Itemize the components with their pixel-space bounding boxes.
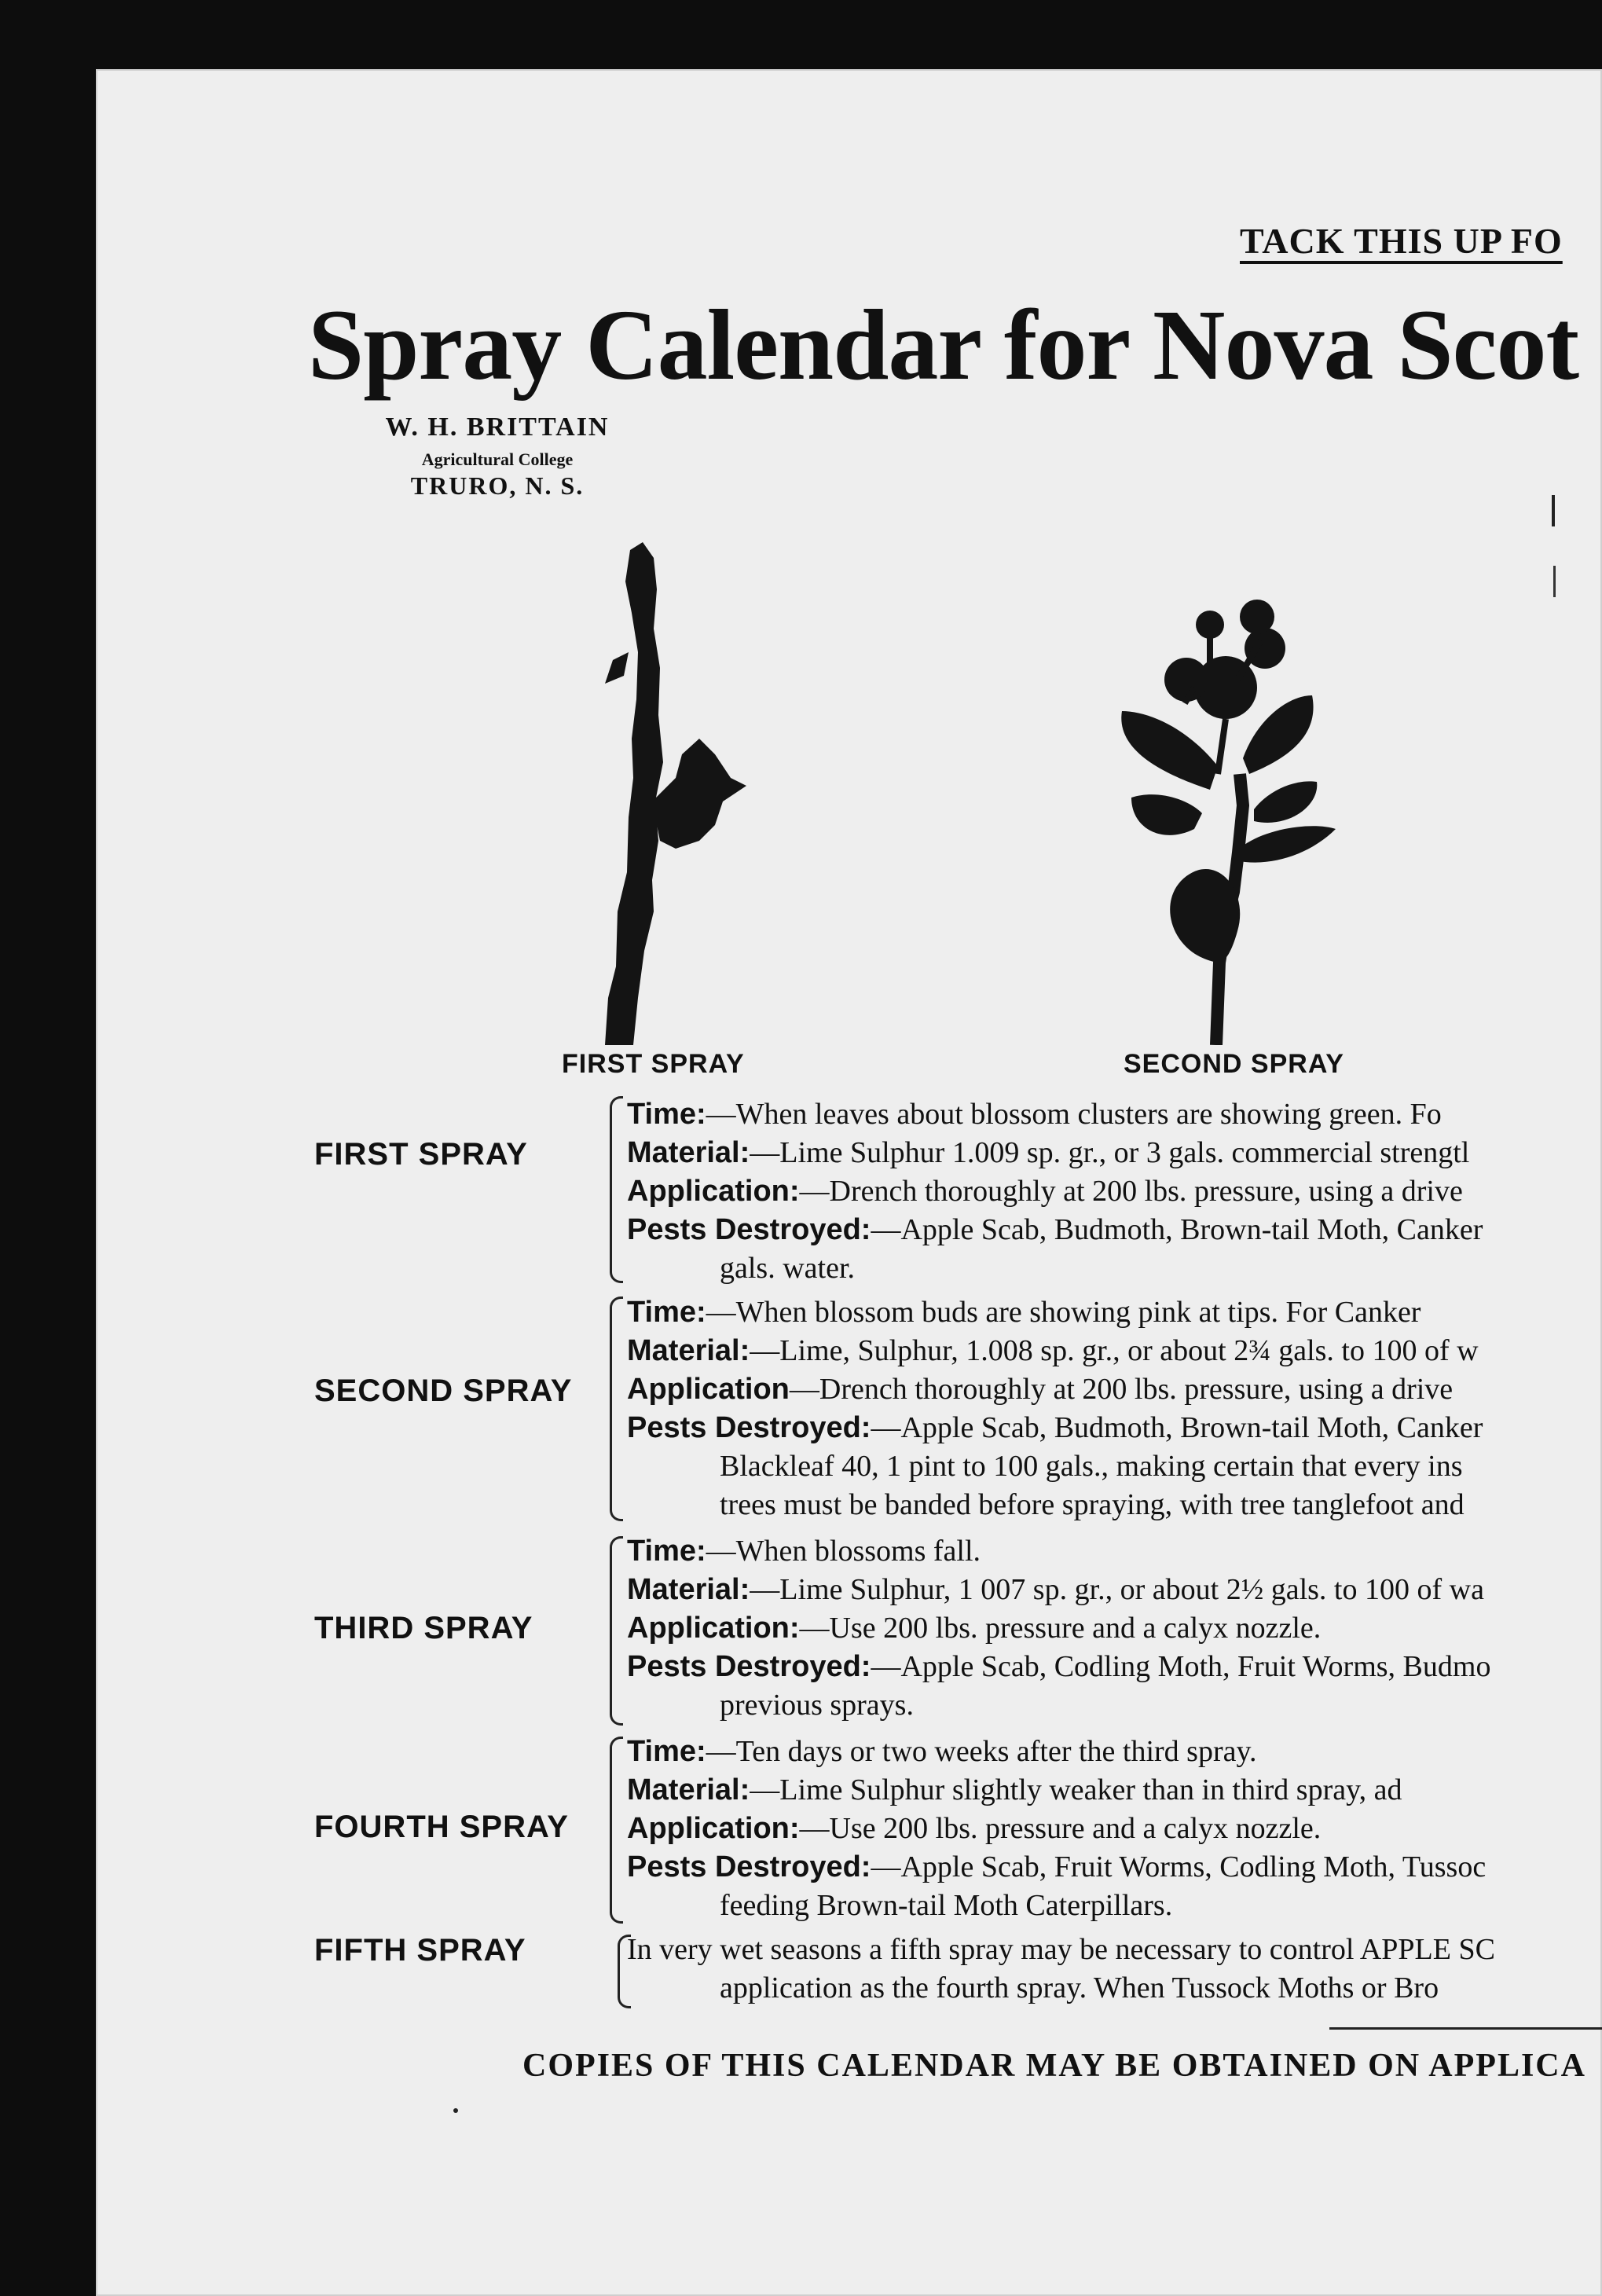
spray-label-second: SECOND SPRAY <box>314 1374 573 1408</box>
blossom-cluster-illustration <box>1100 593 1351 1045</box>
entry-line: Material:—Lime Sulphur slightly weaker than in third spray, ad <box>627 1773 1402 1806</box>
spray-entry-third <box>627 1532 1490 1725</box>
entry-line: Material:—Lime, Sulphur, 1.008 sp. gr., or about 2¾ gals. to 100 of w <box>627 1334 1479 1367</box>
edge-mark <box>1552 495 1555 526</box>
entry-line: Material:—Lime Sulphur, 1 007 sp. gr., or about 2½ gals. to 100 of wa <box>627 1573 1484 1606</box>
entry-line: Time:—Ten days or two weeks after the third spray. <box>627 1735 1257 1768</box>
speck <box>453 2108 458 2113</box>
entry-line: Material:—Lime Sulphur 1.009 sp. gr., or 3 gals. commercial strengtl <box>627 1136 1470 1169</box>
second-spray-caption: SECOND SPRAY <box>1124 1049 1344 1079</box>
bud-branch-illustration <box>581 542 817 1045</box>
brace <box>610 1096 623 1283</box>
author-institution: Agricultural College <box>421 449 574 469</box>
footer-rule <box>1329 2027 1602 2030</box>
first-spray-caption: FIRST SPRAY <box>562 1049 745 1079</box>
entry-line: Time:—When leaves about blossom clusters are showing green. Fo <box>627 1098 1442 1131</box>
entry-line: Pests Destroyed:—Apple Scab, Codling Moth, Fruit Worms, Budmo <box>627 1650 1491 1683</box>
spray-entry-first <box>627 1095 1483 1288</box>
brace <box>610 1297 623 1521</box>
entry-line: Pests Destroyed:—Apple Scab, Fruit Worms, Codling Moth, Tussoc <box>627 1850 1487 1883</box>
spray-entry-fifth <box>627 1931 1495 2008</box>
tack-notice: TACK THIS UP FO <box>1240 221 1563 261</box>
spray-label-fourth: FOURTH SPRAY <box>314 1810 569 1844</box>
spray-entry-second <box>627 1293 1483 1524</box>
edge-mark <box>1553 566 1556 597</box>
footer-notice: COPIES OF THIS CALENDAR MAY BE OBTAINED ON APPLICA <box>522 2048 1586 2084</box>
entry-line: Blackleaf 40, 1 pint to 100 gals., making certain that every ins <box>720 1450 1463 1483</box>
page-title: Spray Calendar for Nova Scot <box>308 289 1579 401</box>
spray-label-first: FIRST SPRAY <box>314 1137 528 1172</box>
spray-label-third: THIRD SPRAY <box>314 1611 533 1645</box>
entry-line: trees must be banded before spraying, with tree tanglefoot and <box>720 1488 1465 1521</box>
spray-label-fifth: FIFTH SPRAY <box>314 1933 526 1968</box>
entry-line: application as the fourth spray. When Tussock Moths or Bro <box>720 1971 1439 2004</box>
entry-line: Pests Destroyed:—Apple Scab, Budmoth, Brown-tail Moth, Canker <box>627 1411 1483 1444</box>
entry-line: previous sprays. <box>720 1689 914 1722</box>
brace <box>610 1536 623 1726</box>
entry-line: Application:—Use 200 lbs. pressure and a calyx nozzle. <box>627 1612 1322 1645</box>
spray-entry-fourth <box>627 1733 1486 1925</box>
brace <box>610 1737 623 1924</box>
entry-line: In very wet seasons a fifth spray may be necessary to control APPLE SC <box>627 1933 1495 1966</box>
author-name: W. H. BRITTAIN <box>385 413 610 442</box>
author-place: TRURO, N. S. <box>410 471 585 500</box>
entry-line: Pests Destroyed:—Apple Scab, Budmoth, Brown-tail Moth, Canker <box>627 1213 1483 1246</box>
entry-line: Application—Drench thoroughly at 200 lbs. pressure, using a drive <box>627 1373 1454 1406</box>
entry-line: Application:—Drench thoroughly at 200 lbs. pressure, using a drive <box>627 1175 1463 1208</box>
entry-line: feeding Brown-tail Moth Caterpillars. <box>720 1889 1173 1922</box>
entry-line: Time:—When blossom buds are showing pink at tips. For Canker <box>627 1296 1421 1329</box>
entry-line: Time:—When blossoms fall. <box>627 1535 981 1568</box>
entry-line: gals. water. <box>720 1252 856 1285</box>
entry-line: Application:—Use 200 lbs. pressure and a calyx nozzle. <box>627 1812 1322 1845</box>
